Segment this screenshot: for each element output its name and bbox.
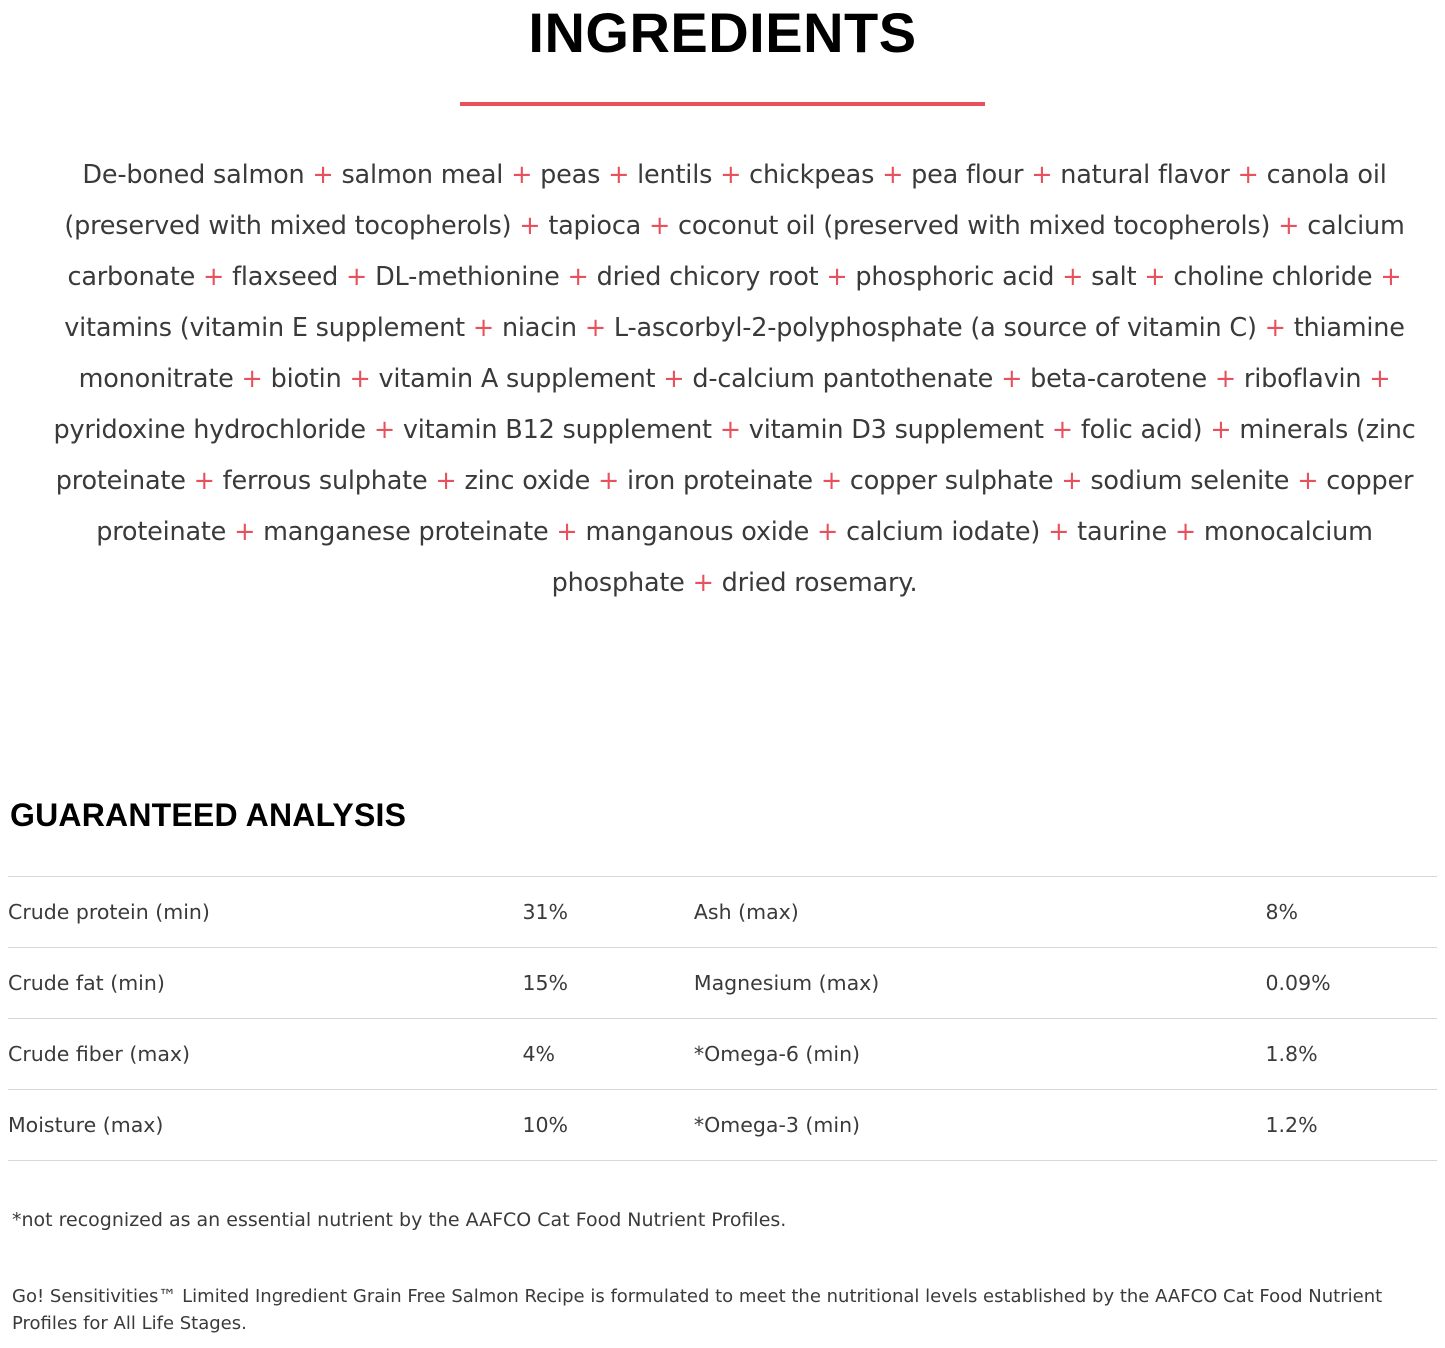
plus-separator: +	[882, 160, 904, 190]
plus-separator: +	[511, 160, 533, 190]
nutrient-label: Ash (max)	[693, 900, 799, 924]
table-row	[8, 1090, 1437, 1161]
plus-separator: +	[608, 160, 630, 190]
plus-separator: +	[1278, 211, 1300, 241]
nutrient-label: Crude protein (min)	[8, 900, 210, 924]
plus-separator: +	[1214, 364, 1237, 394]
plus-separator: +	[817, 517, 839, 547]
guaranteed-analysis-section	[0, 797, 1445, 1337]
nutrient-value: 31%	[522, 900, 569, 924]
nutrient-label: Crude fiber (max)	[8, 1042, 191, 1066]
nutrient-value: 10%	[522, 1113, 569, 1137]
title-divider	[460, 102, 985, 106]
plus-separator: +	[1237, 160, 1259, 190]
nutrient-label: *Omega-3 (min)	[693, 1113, 861, 1137]
plus-separator: +	[648, 211, 671, 241]
plus-separator: +	[1380, 262, 1402, 292]
plus-separator: +	[1031, 160, 1053, 190]
ingredients-raw-text: De-boned salmon + salmon meal + peas + lentils + chickpeas + pea flour + natural flavor + canola oil (preserved with mixed tocopherols) + tapioca + coconut oil (preserved with mixed tocopherols) + calcium carbonate + flaxseed + DL-methionine + dried chicory root + phosphoric acid + salt + choline chloride + vitamins (vitamin E supplement + niacin + L-ascorbyl-2-polyphosphate (a source of vitamin C) + thiamine mononitrate + biotin + vitamin A supplement + d-calcium pantothenate + beta-carotene + riboflavin + pyridoxine hydrochloride + vitamin B12 supplement + vitamin D3 supplement + folic acid) + minerals (zinc proteinate + ferrous sulphate + zinc oxide + iron proteinate + copper sulphate + sodium selenite + copper proteinate + manganese proteinate + manganous oxide + calcium iodate) + taurine + monocalcium phosphate + dried rosemary.	[53, 160, 1416, 598]
plus-separator: +	[346, 262, 368, 292]
plus-separator: +	[435, 466, 457, 496]
plus-separator: +	[203, 262, 225, 292]
plus-separator: +	[1001, 364, 1023, 394]
plus-separator: +	[193, 466, 215, 496]
plus-separator: +	[472, 313, 495, 343]
plus-separator: +	[663, 364, 685, 394]
plus-separator: +	[826, 262, 848, 292]
plus-separator: +	[1048, 517, 1070, 547]
nutrient-label: Moisture (max)	[8, 1113, 164, 1137]
ingredients-text	[32, 150, 1437, 609]
nutrient-value: 0.09%	[1265, 971, 1331, 995]
plus-separator: +	[349, 364, 371, 394]
table-row	[8, 948, 1437, 1019]
plus-separator: +	[556, 517, 578, 547]
nutrient-value: 8%	[1265, 900, 1299, 924]
plus-separator: +	[692, 568, 714, 598]
plus-separator: +	[584, 313, 606, 343]
plus-separator: +	[567, 262, 589, 292]
guaranteed-analysis-table	[8, 876, 1437, 1161]
nutrient-value: 4%	[522, 1042, 555, 1066]
plus-separator: +	[1061, 466, 1083, 496]
plus-separator: +	[1297, 466, 1319, 496]
page-title: INGREDIENTS	[528, 1, 917, 64]
nutrient-label: Crude fat (min)	[8, 971, 165, 995]
nutrient-label: Magnesium (max)	[693, 971, 880, 995]
plus-separator: +	[373, 415, 395, 445]
plus-separator: +	[312, 160, 334, 190]
plus-separator: +	[1369, 364, 1391, 394]
table-row	[8, 877, 1437, 948]
plus-separator: +	[719, 415, 741, 445]
nutrient-label: *Omega-6 (min)	[693, 1042, 861, 1066]
plus-separator: +	[241, 364, 263, 394]
plus-separator: +	[597, 466, 620, 496]
plus-separator: +	[820, 466, 842, 496]
table-row	[8, 1019, 1437, 1090]
nutrient-value: 1.8%	[1265, 1042, 1318, 1066]
nutrient-value: 1.2%	[1265, 1113, 1318, 1137]
guaranteed-analysis-title: GUARANTEED ANALYSIS	[10, 797, 407, 833]
plus-separator: +	[1264, 313, 1286, 343]
plus-separator: +	[234, 517, 256, 547]
aafco-disclaimer: Go! Sensitivities™ Limited Ingredient Grain Free Salmon Recipe is formulated to meet the nutritional levels established by the AAFCO Cat Food Nutrient Profiles for All Life Stages.	[12, 1286, 1383, 1334]
plus-separator: +	[1210, 415, 1232, 445]
nutrient-value: 15%	[522, 971, 569, 995]
plus-separator: +	[720, 160, 742, 190]
plus-separator: +	[519, 211, 541, 241]
footnote: *not recognized as an essential nutrient by the AAFCO Cat Food Nutrient Profiles.	[12, 1209, 787, 1231]
ingredients-header	[0, 0, 1445, 106]
plus-separator: +	[1051, 415, 1073, 445]
plus-separator: +	[1062, 262, 1084, 292]
plus-separator: +	[1144, 262, 1166, 292]
plus-separator: +	[1174, 517, 1197, 547]
